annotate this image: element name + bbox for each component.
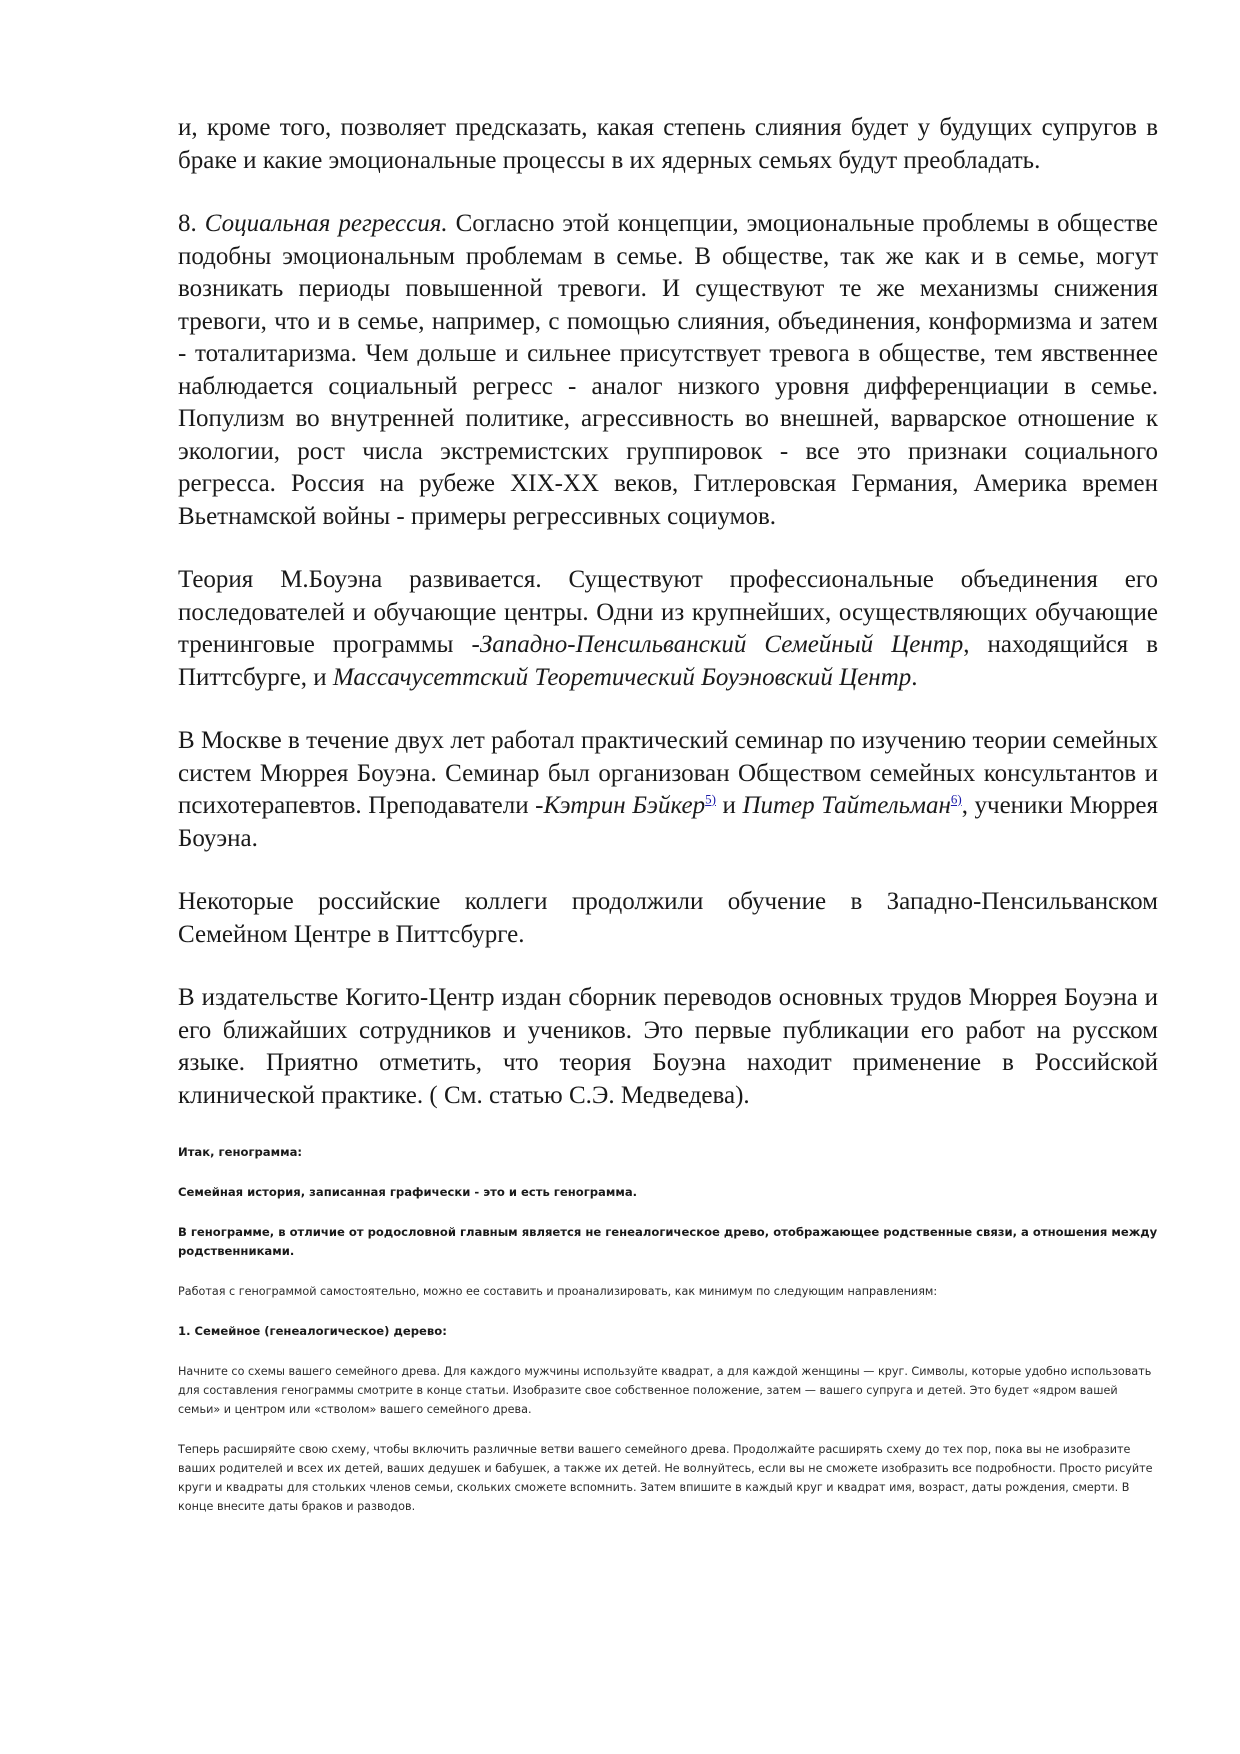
- paragraph-colleagues: [178, 886, 1158, 951]
- paragraph-2-text: Согласно этой концепции, эмоциональные проблемы в обществе подобны эмоциональным проблемам в семье. В обществе, так же как и в семье, могут возникать периоды повышенной тревоги. И существуют те же механизмы снижения тревоги, что и в семье, например, с помощью слияния, объединения, конформизма и затем - тоталитаризма. Чем дольше и сильнее присутствует тревога в обществе, тем явственнее наблюдается социальный регресс - аналог низкого уровня дифференциации в семье. Популизм во внутренней политике, агрессивность во внешней, варварское отношение к экологии, рост числа экстремистских группировок - все это признаки социального регресса. Россия на рубеже XIX-XX веков, Гитлеровская Германия, Америка времен Вьетнамской войны - примеры регрессивных социумов.: [178, 210, 1158, 530]
- paragraph-3-text-1: Теория М.Боуэна развивается. Существуют профессиональные объединения его последователей и обучающие центры. Одни из крупнейших, осуществляющих обучающие тренинговые программы -: [178, 566, 1158, 658]
- paragraph-theory-develops: [178, 564, 1158, 694]
- genogram-directions: Работая с генограммой самостоятельно, можно ее составить и проанализировать, как минимум по следующим направлениям:: [178, 1285, 938, 1298]
- paragraph-4-text-1: В Москве в течение двух лет работал практический семинар по изучению теории семейных систем Мюррея Боуэна. Семинар был организован Обществом семейных консультантов и психотерапевтов. Преподаватели -: [178, 727, 1158, 819]
- footnote-link-5[interactable]: 5): [705, 791, 716, 807]
- document-page: [178, 112, 1158, 1537]
- footnote-link-6[interactable]: 6): [950, 791, 962, 807]
- genogram-section: [178, 1143, 1158, 1516]
- teacher-name-1: Кэтрин Бэйкер: [543, 792, 706, 819]
- paragraph-1: [178, 112, 1158, 177]
- paragraph-3-text-3: .: [911, 663, 918, 691]
- family-tree-start: Начните со схемы вашего семейного древа. Для каждого мужчины используйте квадрат, а для каждой женщины — круг. Символы, которые удобно использовать для составления генограммы смотрите в конце статьи. Изобразите свое собственное положение, затем — вашего супруга и детей. Это будет «ядром вашей семьи» и центром или «стволом» вашего семейного древа.: [178, 1365, 1152, 1416]
- paragraph-1-text: и, кроме того, позволяет предсказать, какая степень слияния будет у будущих супругов в браке и какие эмоциональные процессы в их ядерных семьях будут преобладать.: [178, 114, 1158, 174]
- paragraph-publisher: [178, 982, 1158, 1112]
- paragraph-5-text: Некоторые российские коллеги продолжили обучение в Западно-Пенсильванском Семейном Центре в Питтсбурге.: [178, 888, 1158, 948]
- center-name-1: Западно-Пенсильванский Семейный Центр: [479, 631, 964, 658]
- paragraph-3-text-2: , находящийся в Питтсбурге, и: [178, 631, 1158, 691]
- center-name-2: Массачусеттский Теоретический Боуэновский Центр: [332, 663, 912, 691]
- item-number: 8.: [178, 210, 205, 237]
- family-tree-expand: Теперь расширяйте свою схему, чтобы включить различные ветви вашего семейного древа. Продолжайте расширять схему до тех пор, пока вы не изобразите ваших родителей и всех их детей, ваших дедушек и бабушек, а также их детей. Не волнуйтесь, если вы не сможете изобразить все подробности. Просто рисуйте круги и квадраты для стольких членов семьи, скольких сможете вспомнить. Затем впишите в каждый круг и квадрат имя, возраст, даты рождения, смерти. В конце внесите даты браков и разводов.: [178, 1443, 1153, 1513]
- genogram-difference: В генограмме, в отличие от родословной главным является не генеалогическое древо, отображающее родственные связи, а отношения между родственниками.: [178, 1225, 1158, 1258]
- paragraph-social-regression: [178, 208, 1158, 533]
- genogram-definition: Семейная история, записанная графически - это и есть генограмма.: [178, 1185, 638, 1199]
- term-social-regression: Социальная регрессия.: [204, 210, 448, 237]
- paragraph-moscow-seminar: [178, 725, 1158, 855]
- genogram-intro-heading: Итак, генограмма:: [178, 1145, 303, 1159]
- paragraph-6-text: В издательстве Когито-Центр издан сборник переводов основных трудов Мюррея Боуэна и его ближайших сотрудников и учеников. Это первые публикации его работ на русском языке. Приятно отметить, что теория Боуэна находит применение в Российской клинической практике. ( См. статью С.Э. Медведева).: [178, 984, 1158, 1109]
- family-tree-heading: 1. Семейное (генеалогическое) дерево:: [178, 1324, 447, 1338]
- teacher-name-2: Питер Тайтельман: [742, 792, 951, 819]
- paragraph-4-text-3: , ученики Мюррея Боуэна.: [178, 792, 1158, 852]
- paragraph-4-text-2: и: [715, 792, 743, 819]
